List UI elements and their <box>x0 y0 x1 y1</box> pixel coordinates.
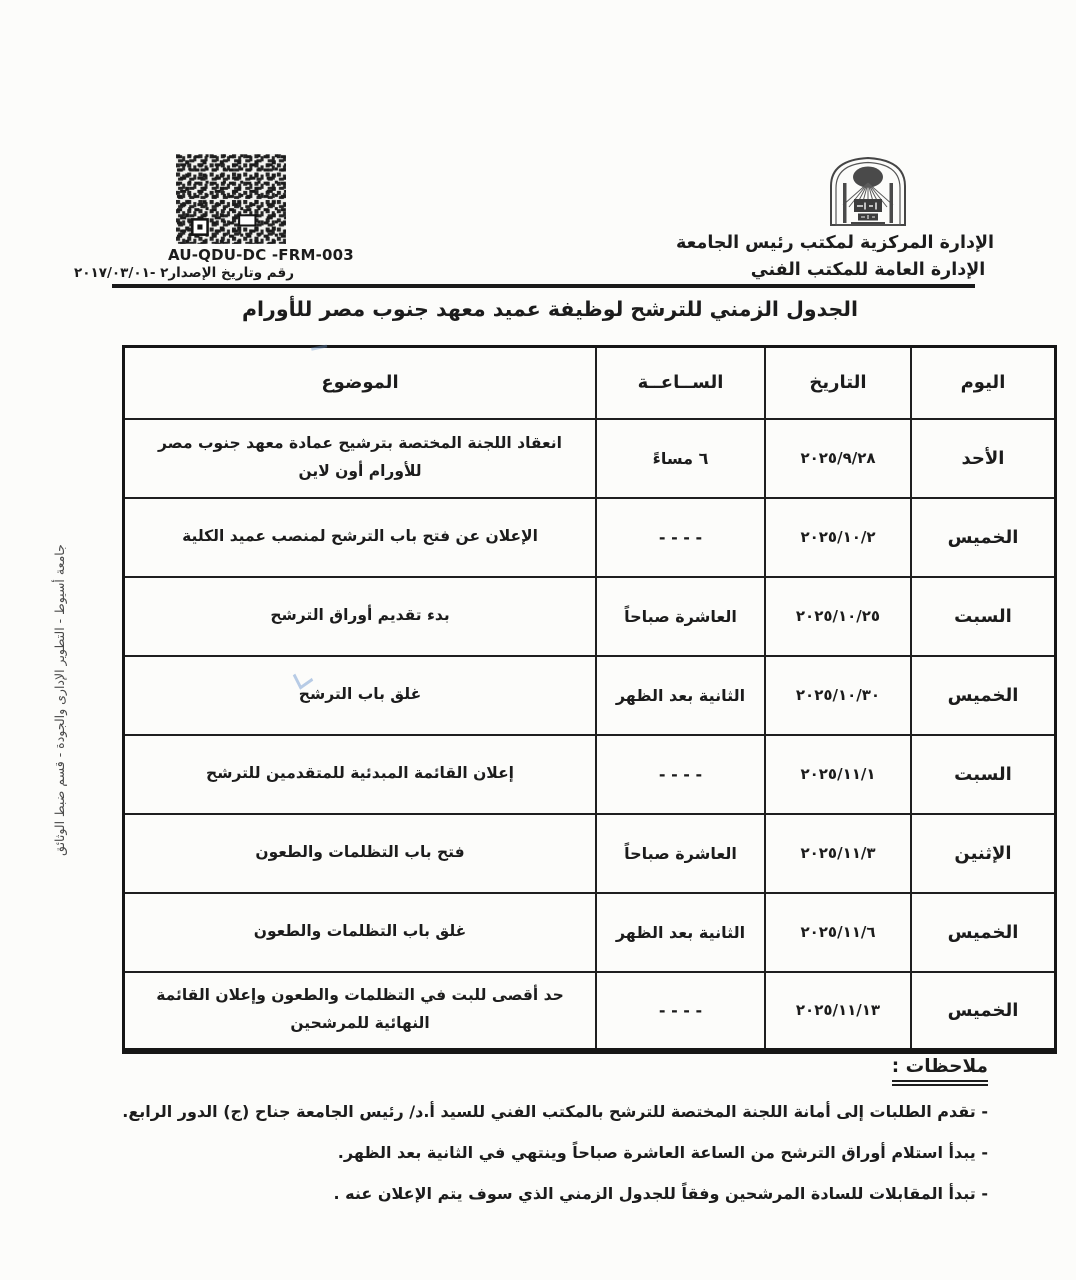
qr-code-icon <box>176 154 286 244</box>
subject-cell: حد أقصى للبت في التظلمات والطعون وإعلان القائمة النهائية للمرشحين <box>124 972 597 1051</box>
table-row <box>124 735 1056 814</box>
column-header-time: الســاعــة <box>596 347 765 419</box>
day-cell: السبت <box>911 735 1056 814</box>
form-code-block <box>74 154 354 281</box>
time-cell: - - - - <box>596 972 765 1051</box>
subject-cell: بدء تقديم أوراق الترشح <box>124 577 597 656</box>
date-cell: ٢٠٢٥/١٠/٣٠ <box>765 656 911 735</box>
issue-number-date: رقم وتاريخ الإصدار٢ -٢٠١٧/٠٣/٠١ <box>74 265 294 281</box>
table-row <box>124 656 1056 735</box>
page-title: الجدول الزمني للترشح لوظيفة عميد معهد جنوب مصر للأورام <box>242 297 858 321</box>
table-row <box>124 972 1056 1051</box>
day-cell: الخميس <box>911 656 1056 735</box>
org-line-central-administration: الإدارة المركزية لمكتب رئيس الجامعة <box>676 233 994 253</box>
side-margin-text: جامعة أسيوط - التطوير الإدارى والجودة - قسم ضبط الوثائق <box>52 544 67 856</box>
notes-list <box>122 1102 988 1203</box>
subject-cell: فتح باب التظلمات والطعون <box>124 814 597 893</box>
table-row <box>124 577 1056 656</box>
day-cell: الخميس <box>911 893 1056 972</box>
day-cell: الخميس <box>911 498 1056 577</box>
notes-section <box>122 1056 988 1225</box>
time-cell: - - - - <box>596 735 765 814</box>
date-cell: ٢٠٢٥/١١/٦ <box>765 893 911 972</box>
day-cell: السبت <box>911 577 1056 656</box>
subject-cell: غلق باب التظلمات والطعون <box>124 893 597 972</box>
time-cell: الثانية بعد الظهر <box>596 893 765 972</box>
form-code-label: AU-QDU-DC -FRM-003 <box>168 246 354 264</box>
table-row <box>124 893 1056 972</box>
subject-cell: إعلان القائمة المبدئية للمتقدمين للترشح <box>124 735 597 814</box>
date-cell: ٢٠٢٥/١٠/٢ <box>765 498 911 577</box>
note-item: - تبدأ المقابلات للسادة المرشحين وفقاً للجدول الزمني الذي سوف يتم الإعلان عنه . <box>333 1184 988 1203</box>
subject-cell: غلق باب الترشح <box>124 656 597 735</box>
time-cell: الثانية بعد الظهر <box>596 656 765 735</box>
time-cell: العاشرة صباحاً <box>596 577 765 656</box>
university-logo-icon <box>822 150 914 228</box>
date-cell: ٢٠٢٥/١٠/٢٥ <box>765 577 911 656</box>
time-cell: ٦ مساءً <box>596 419 765 498</box>
table-header-row <box>124 347 1056 419</box>
time-cell: العاشرة صباحاً <box>596 814 765 893</box>
subject-cell: الإعلان عن فتح باب الترشح لمنصب عميد الكلية <box>124 498 597 577</box>
organization-block <box>676 150 994 280</box>
date-cell: ٢٠٢٥/١١/١ <box>765 735 911 814</box>
date-cell: ٢٠٢٥/١١/٣ <box>765 814 911 893</box>
subject-cell: انعقاد اللجنة المختصة بترشيح عمادة معهد جنوب مصر للأورام أون لاين <box>124 419 597 498</box>
day-cell: الأحد <box>911 419 1056 498</box>
table-row <box>124 498 1056 577</box>
note-item: - يبدأ استلام أوراق الترشح من الساعة العاشرة صباحاً وينتهي في الثانية بعد الظهر. <box>337 1143 988 1162</box>
date-cell: ٢٠٢٥/١١/١٣ <box>765 972 911 1051</box>
org-line-technical-office: الإدارة العامة للمكتب الفني <box>750 260 986 280</box>
schedule-table <box>122 345 1057 1054</box>
time-cell: - - - - <box>596 498 765 577</box>
date-cell: ٢٠٢٥/٩/٢٨ <box>765 419 911 498</box>
table-row <box>124 419 1056 498</box>
column-header-date: التاريخ <box>765 347 911 419</box>
header-divider <box>112 284 975 288</box>
table-row <box>124 814 1056 893</box>
note-item: - تقدم الطلبات إلى أمانة اللجنة المختصة للترشح بالمكتب الفني للسيد أ.د/ رئيس الجامعة جناح (ج) الدور الرابع. <box>122 1102 988 1121</box>
column-header-subject: الموضوع <box>124 347 597 419</box>
day-cell: الإثنين <box>911 814 1056 893</box>
notes-heading: ملاحظات : <box>892 1056 988 1086</box>
column-header-day: اليوم <box>911 347 1056 419</box>
day-cell: الخميس <box>911 972 1056 1051</box>
